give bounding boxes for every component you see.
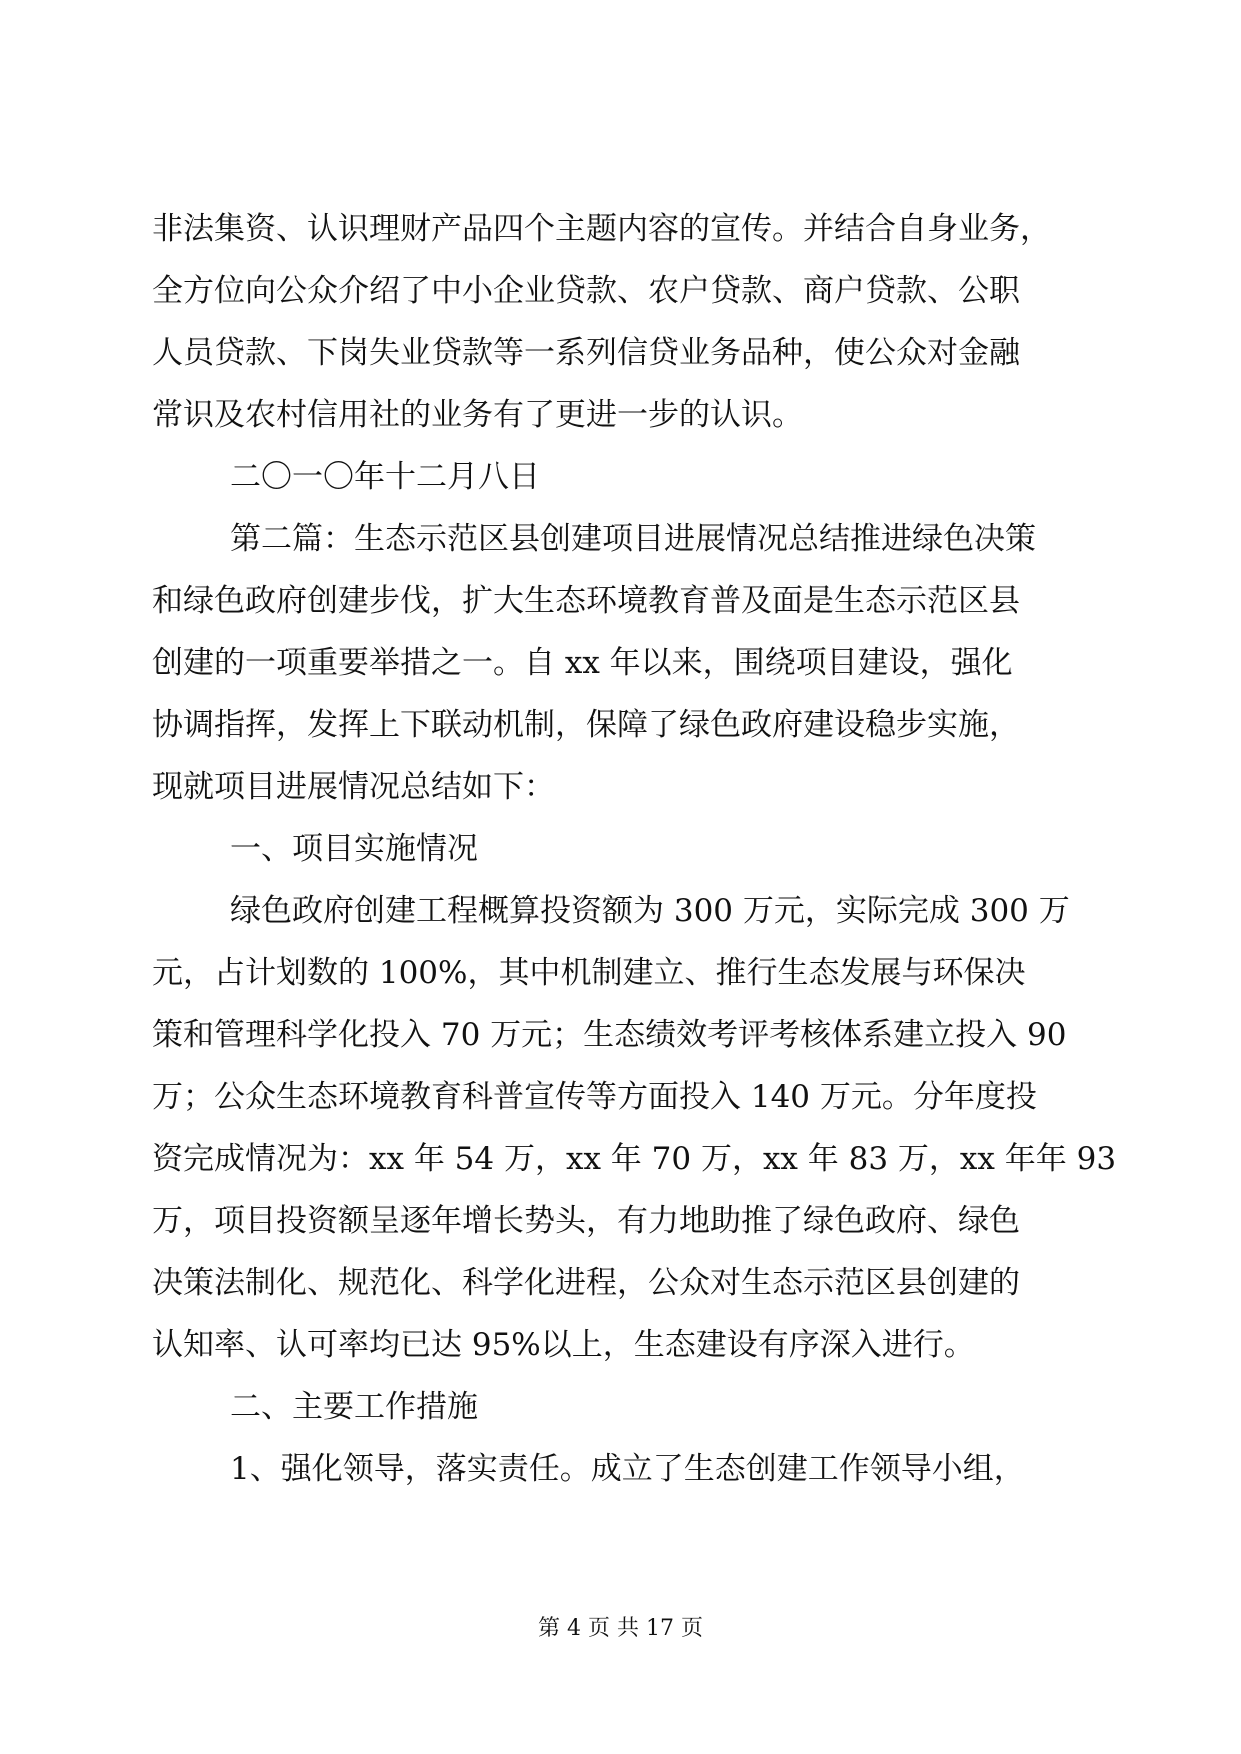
page-footer: 第 4 页 共 17 页 xyxy=(538,1616,703,1641)
body-line: 元，占计划数的 100%，其中机制建立、推行生态发展与环保决 xyxy=(152,955,1026,991)
body-line: 绿色政府创建工程概算投资额为 300 万元，实际完成 300 万 xyxy=(230,893,1070,929)
body-line: 资完成情况为：xx 年 54 万，xx 年 70 万，xx 年 83 万，xx 年年 93 xyxy=(152,1141,1117,1177)
body-line: 全方位向公众介绍了中小企业贷款、农户贷款、商户贷款、公职 xyxy=(152,273,1020,309)
body-line: 非法集资、认识理财产品四个主题内容的宣传。并结合自身业务， xyxy=(152,211,1051,247)
body-line: 1、强化领导，落实责任。成立了生态创建工作领导小组， xyxy=(230,1451,1025,1487)
body-line: 协调指挥，发挥上下联动机制，保障了绿色政府建设稳步实施， xyxy=(152,707,1020,743)
body-line: 决策法制化、规范化、科学化进程，公众对生态示范区县创建的 xyxy=(152,1265,1020,1301)
body-line: 现就项目进展情况总结如下： xyxy=(152,769,555,805)
body-line: 和绿色政府创建步伐，扩大生态环境教育普及面是生态示范区县 xyxy=(152,583,1020,619)
date-line: 二〇一〇年十二月八日 xyxy=(230,459,540,495)
body-line: 万；公众生态环境教育科普宣传等方面投入 140 万元。分年度投 xyxy=(152,1079,1037,1115)
body-line: 策和管理科学化投入 70 万元；生态绩效考评考核体系建立投入 90 xyxy=(152,1017,1067,1053)
section-title-line: 第二篇：生态示范区县创建项目进展情况总结推进绿色决策 xyxy=(230,521,1036,557)
heading-line: 二、主要工作措施 xyxy=(230,1389,478,1425)
body-line: 人员贷款、下岗失业贷款等一系列信贷业务品种，使公众对金融 xyxy=(152,335,1020,371)
body-line: 常识及农村信用社的业务有了更进一步的认识。 xyxy=(152,397,803,433)
body-line: 万，项目投资额呈逐年增长势头，有力地助推了绿色政府、绿色 xyxy=(152,1203,1020,1239)
body-line: 认知率、认可率均已达 95%以上，生态建设有序深入进行。 xyxy=(152,1327,975,1363)
body-line: 创建的一项重要举措之一。自 xx 年以来，围绕项目建设，强化 xyxy=(152,645,1013,681)
heading-line: 一、项目实施情况 xyxy=(230,831,478,867)
